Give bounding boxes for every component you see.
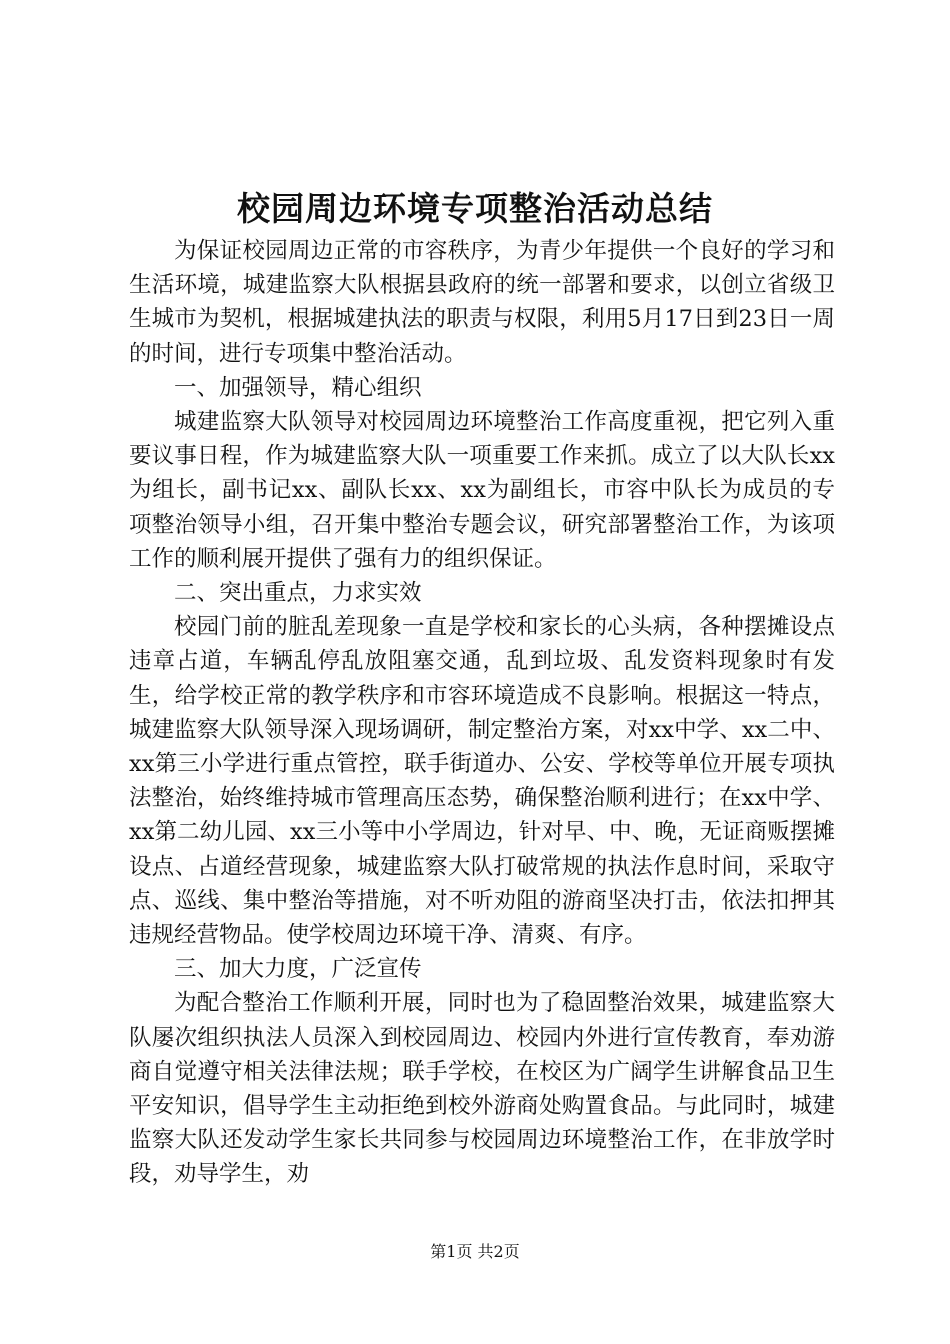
section-heading-3: 三、加大力度，广泛宣传	[174, 956, 422, 983]
section-paragraph-2: 校园门前的脏乱差现象一直是学校和家长的心头病，各种摆摊设点违章占道，车辆乱停乱放阻塞交通，乱到垃圾、乱发资料现象时有发生，给学校正常的教学秩序和市容环境造成不良影响。根据这一特点，城建监察大队领导深入现场调研，制定整治方案，对xx中学、xx二中、xx第三小学进行重点管控，联手街道办、公安、学校等单位开展专项执法整治，始终维持城市管理高压态势，确保整治顺利进行；在xx中学、xx第二幼儿园、xx三小等中小学周边，针对早、中、晚，无证商贩摆摊设点、占道经营现象，城建监察大队打破常规的执法作息时间，采取守点、巡线、集中整治等措施，对不听劝阻的游商坚决打击，依法扣押其违规经营物品。使学校周边环境干净、清爽、有序。	[129, 614, 835, 949]
intro-paragraph: 为保证校园周边正常的市容秩序，为青少年提供一个良好的学习和生活环境，城建监察大队根据县政府的统一部署和要求，以创立省级卫生城市为契机，根据城建执法的职责与权限，利用5月17日到23日一周的时间，进行专项集中整治活动。	[129, 238, 835, 367]
section-paragraph-1: 城建监察大队领导对校园周边环境整治工作高度重视，把它列入重要议事日程，作为城建监察大队一项重要工作来抓。成立了以大队长xx为组长，副书记xx、副队长xx、xx为副组长，市容中队长为成员的专项整治领导小组，召开集中整治专题会议，研究部署整治工作，为该项工作的顺利展开提供了强有力的组织保证。	[129, 409, 835, 572]
section-paragraph-3: 为配合整治工作顺利开展，同时也为了稳固整治效果，城建监察大队屡次组织执法人员深入到校园周边、校园内外进行宣传教育，奉劝游商自觉遵守相关法律法规；联手学校，在校区为广阔学生讲解食品卫生平安知识，倡导学生主动拒绝到校外游商处购置食品。与此同时，城建监察大队还发动学生家长共同参与校园周边环境整治工作，在非放学时段，劝导学生，劝	[129, 990, 835, 1188]
page-number-footer: 第1页 共2页	[430, 1242, 520, 1261]
document-body	[129, 234, 835, 1192]
document-title: 校园周边环境专项整治活动总结	[237, 189, 713, 228]
section-heading-2: 二、突出重点，力求实效	[174, 580, 422, 607]
section-heading-1: 一、加强领导，精心组织	[174, 374, 422, 401]
